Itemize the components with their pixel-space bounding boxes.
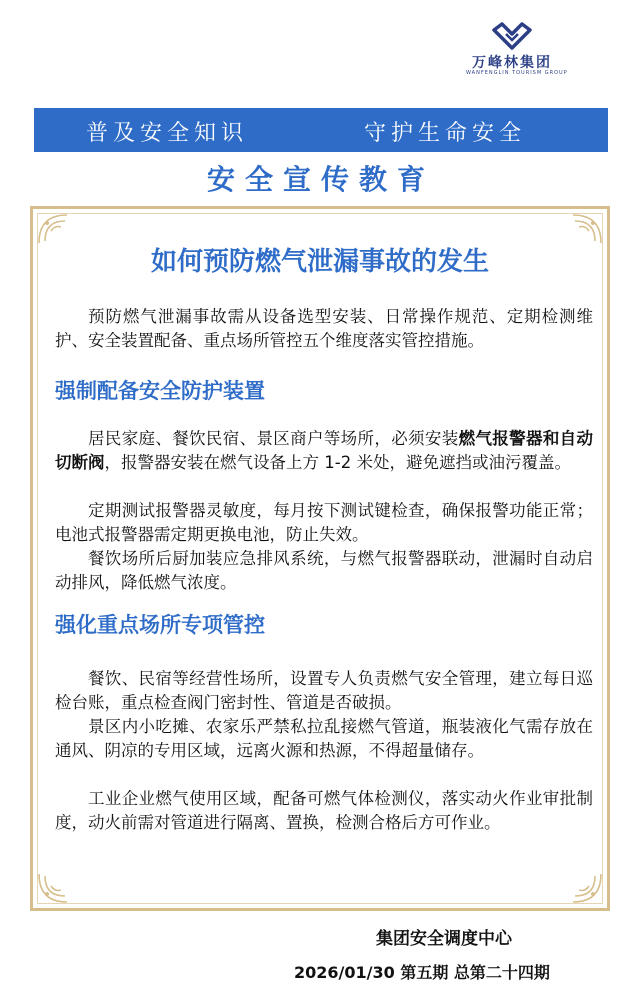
section1-p1-text-end: ，报警器安装在燃气设备上方 1-2 米处，避免遮挡或油污覆盖。 — [104, 453, 571, 472]
corner-ornament-icon — [37, 868, 73, 904]
slogan-right: 守护生命安全 — [364, 121, 527, 146]
slogan-banner — [34, 108, 608, 152]
section2-paragraph-3: 工业企业燃气使用区域，配备可燃气体检测仪，落实动火作业审批制度，动火前需对管道进行隔离、置换，检测合格后方可作业。 — [55, 789, 593, 832]
corner-ornament-icon — [567, 868, 603, 904]
logo-company-name: 万峰林集团 — [472, 55, 552, 71]
section1-p1-text: 居民家庭、餐饮民宿、景区商户等场所，必须安装 — [88, 429, 459, 448]
intro-paragraph: 预防燃气泄漏事故需从设备选型安装、日常操作规范、定期检测维护、安全装置配备、重点场所管控五个维度落实管控措施。 — [55, 307, 593, 350]
logo-company-english: WANFENGLIN TOURISM GROUP — [466, 70, 568, 76]
issuing-organization: 集团安全调度中心 — [376, 929, 512, 949]
section2-paragraph-2: 景区内小吃摊、农家乐严禁私拉乱接燃气管道，瓶装液化气需存放在通风、阴凉的专用区域，远离火源和热源，不得超量储存。 — [55, 717, 593, 760]
section1-p1-emphasis: 燃气报警器和自动切断阀 — [55, 429, 594, 472]
section-heading-1: 强制配备安全防护装置 — [55, 379, 265, 403]
section1-paragraph-2: 定期测试报警器灵敏度，每月按下测试键检查，确保报警功能正常；电池式报警器需定期更换电池，防止失效。 — [55, 501, 593, 544]
issue-date-number: 2026/01/30 第五期 总第二十四期 — [294, 963, 550, 982]
content-frame — [30, 206, 610, 911]
section-heading-2: 强化重点场所专项管控 — [55, 613, 265, 637]
logo-mountain-icon — [492, 22, 532, 50]
page-headline: 安全宣传教育 — [206, 163, 435, 196]
section2-paragraph-1: 餐饮、民宿等经营性场所，设置专人负责燃气安全管理，建立每日巡检台账，重点检查阀门密封性、管道是否破损。 — [55, 669, 593, 712]
document-title: 如何预防燃气泄漏事故的发生 — [150, 247, 489, 277]
section1-paragraph-3: 餐饮场所后厨加装应急排风系统，与燃气报警器联动，泄漏时自动启动排风，降低燃气浓度。 — [55, 549, 593, 592]
company-logo — [462, 22, 568, 76]
section1-paragraph-1 — [55, 427, 593, 475]
slogan-left: 普及安全知识 — [86, 121, 249, 146]
